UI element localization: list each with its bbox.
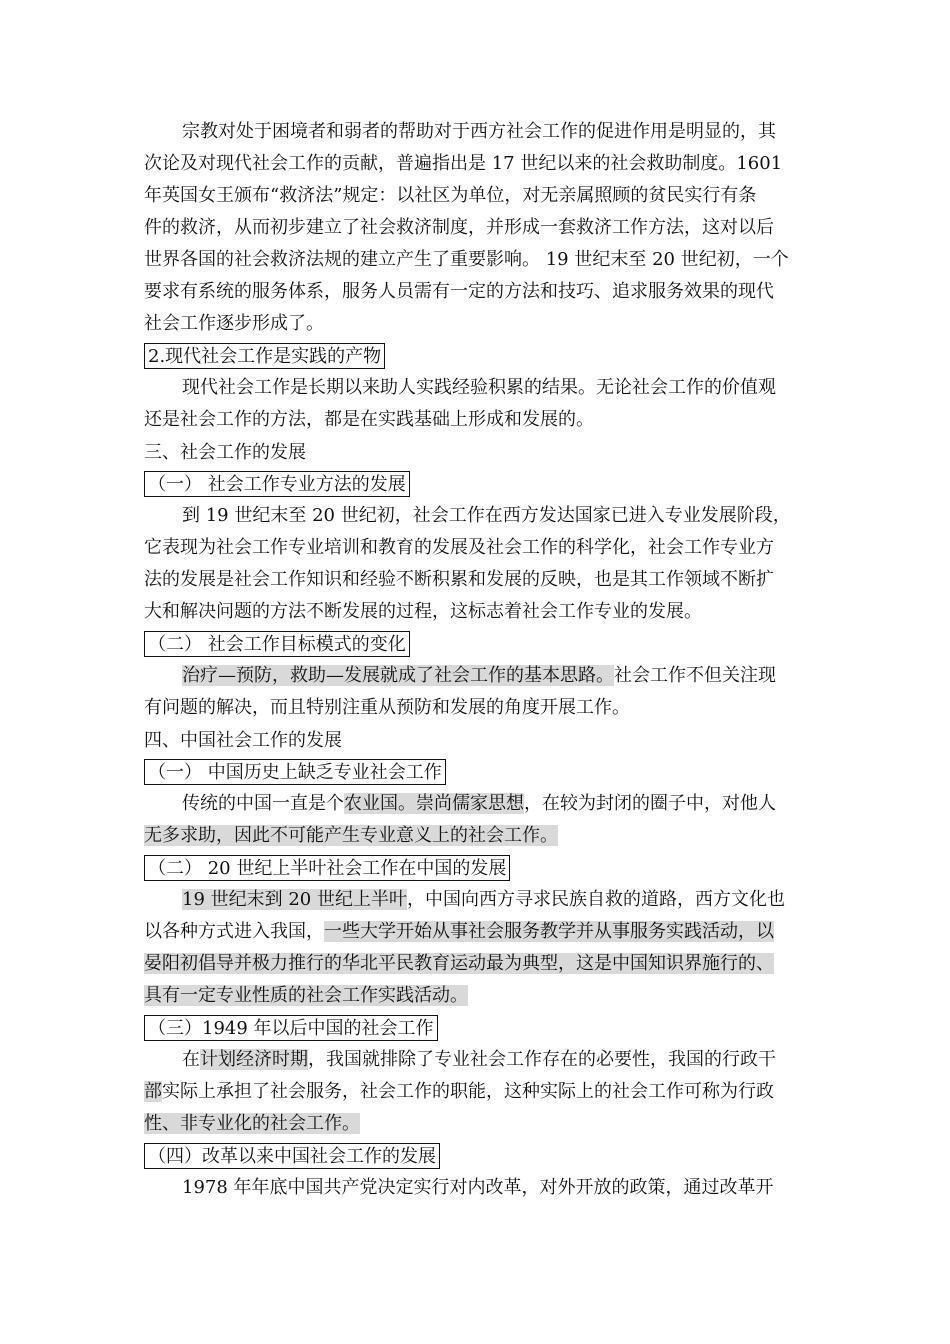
subsection-heading: （二） 20 世纪上半叶社会工作在中国的发展 [144, 855, 510, 881]
highlighted-text: 农业国。崇尚儒家思想 [344, 793, 524, 814]
text-span: 在 [182, 1049, 200, 1070]
highlighted-text: 部 [144, 1081, 162, 1102]
paragraph-line [144, 1108, 360, 1140]
paragraph-line: 1978 年年底中国共产党决定实行对内改革，对外开放的政策，通过改革开 [182, 1177, 774, 1198]
text-span: ，我国就排除了专业社会工作存在的必要性，我国的行政干 [308, 1049, 776, 1070]
paragraph-line: 它表现为社会工作专业培训和教育的发展及社会工作的科学化，社会工作专业方 [144, 537, 774, 558]
highlighted-text: 性、非专业化的社会工作。 [144, 1113, 360, 1134]
highlighted-text: 晏阳初倡导并极力推行的华北平民教育运动最为典型，这是中国知识界施行的、 [144, 953, 774, 974]
paragraph-line: 要求有系统的服务体系，服务人员需有一定的方法和技巧、追求服务效果的现代 [144, 281, 774, 302]
paragraph-line [182, 788, 776, 820]
section-heading: 三、社会工作的发展 [144, 442, 306, 463]
paragraph-line: 次论及对现代社会工作的贡献，普遍指出是 17 世纪以来的社会救助制度。1601 [144, 153, 783, 174]
paragraph-line: 社会工作逐步形成了。 [144, 313, 324, 334]
paragraph-line [144, 980, 468, 1012]
subsection-heading: （三）1949 年以后中国的社会工作 [144, 1015, 438, 1041]
paragraph-line [182, 660, 776, 692]
paragraph-line [144, 916, 774, 948]
highlighted-text: 具有一定专业性质的社会工作实践活动。 [144, 985, 468, 1006]
subsection-heading: （二） 社会工作目标模式的变化 [144, 631, 410, 657]
text-span: 以各种方式进入我国， [144, 921, 324, 942]
subsection-heading: （一） 社会工作专业方法的发展 [144, 471, 410, 497]
paragraph-line: 还是社会工作的方法，都是在实践基础上形成和发展的。 [144, 409, 594, 430]
highlighted-text: 计划经济时期 [200, 1049, 308, 1070]
text-span: 传统的中国一直是个 [182, 793, 344, 814]
paragraph-line: 到 19 世纪末至 20 世纪初，社会工作在西方发达国家已进入专业发展阶段， [182, 505, 791, 526]
paragraph-line [144, 820, 558, 852]
paragraph-line: 宗教对处于困境者和弱者的帮助对于西方社会工作的促进作用是明显的，其 [182, 121, 776, 142]
paragraph-line: 法的发展是社会工作知识和经验不断积累和发展的反映，也是其工作领域不断扩 [144, 569, 774, 590]
text-span: ，中国向西方寻求民族自救的道路，西方文化也 [406, 889, 785, 910]
paragraph-line [144, 1076, 774, 1108]
highlighted-text: 一些大学开始从事社会服务教学并从事服务实践活动，以 [324, 921, 774, 942]
paragraph-line: 年英国女王颁布“救济法”规定：以社区为单位，对无亲属照顾的贫民实行有条 [144, 185, 757, 206]
highlighted-text: 无多求助，因此不可能产生专业意义上的社会工作。 [144, 825, 558, 846]
section-heading: 四、中国社会工作的发展 [144, 730, 342, 751]
paragraph-line [144, 948, 774, 980]
text-span: 实际上承担了社会服务，社会工作的职能，这种实际上的社会工作可称为行政 [162, 1081, 774, 1102]
highlighted-text: 19 世纪末到 20 世纪上半叶 [182, 889, 407, 910]
paragraph-line: 世界各国的社会救济法规的建立产生了重要影响。 19 世纪末至 20 世纪初，一个 [144, 249, 789, 270]
paragraph-line [182, 1044, 776, 1076]
text-span: ，在较为封闭的圈子中，对他人 [524, 793, 776, 814]
paragraph-line: 件的救济，从而初步建立了社会救济制度，并形成一套救济工作方法，这对以后 [144, 217, 774, 238]
paragraph-line: 现代社会工作是长期以来助人实践经验积累的结果。无论社会工作的价值观 [182, 377, 776, 398]
paragraph-line [182, 884, 785, 916]
paragraph-line: 大和解决问题的方法不断发展的过程，这标志着社会工作专业的发展。 [144, 601, 702, 622]
subsection-heading: （一） 中国历史上缺乏专业社会工作 [144, 759, 446, 785]
text-span: 社会工作不但关注现 [614, 665, 776, 686]
paragraph-line: 有问题的解决，而且特别注重从预防和发展的角度开展工作。 [144, 697, 630, 718]
subsection-heading: （四）改革以来中国社会工作的发展 [144, 1143, 440, 1169]
heading-practice: 2.现代社会工作是实践的产物 [144, 343, 385, 369]
highlighted-text: 治疗—预防，救助—发展就成了社会工作的基本思路。 [182, 665, 614, 686]
